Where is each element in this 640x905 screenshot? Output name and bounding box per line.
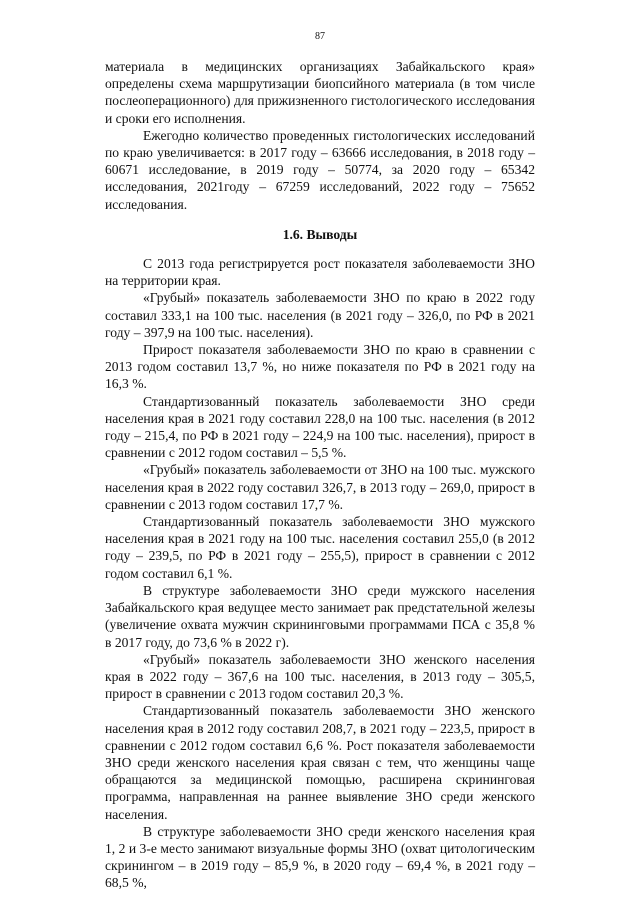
paragraph: Прирост показателя заболеваемости ЗНО по краю в сравнении с 2013 годом составил 13,7 %, но ниже показателя по РФ в 2021 году на 16,3 %.	[105, 342, 535, 392]
paragraph: Ежегодно количество проведенных гистологических исследований по краю увеличивается: в 2017 году – 63666 исследования, в 2018 году – 60671 исследование, в 2019 году – 50774, за 2020 году – 65342 исследования, 2021году – 67259 исследований, 2022 году – 75652 исследования.	[105, 127, 535, 212]
paragraph: Стандартизованный показатель заболеваемости ЗНО мужского населения края в 2021 году на 100 тыс. населения составил 255,0 (в 2012 году – 239,5, по РФ в 2021 году – 255,5), прирост в сравнении с 2012 годом составил 6,1 %.	[105, 514, 535, 581]
paragraph: «Грубый» показатель заболеваемости от ЗНО на 100 тыс. мужского населения края в 2022 году составил 326,7, в 2013 году – 269,0, прирост в сравнении с 2013 годом составил 17,7 %.	[105, 462, 535, 512]
paragraph: Стандартизованный показатель заболеваемости ЗНО среди населения края в 2021 году составил 228,0 на 100 тыс. населения (в 2012 году – 215,4, по РФ в 2021 году – 224,9 на 100 тыс. населения), прирост в сравнении с 2012 годом составил – 5,5 %.	[105, 393, 535, 461]
paragraph: В структуре заболеваемости ЗНО среди мужского населения Забайкальского края ведущее место занимает рак предстательной железы (увеличение охвата мужчин скрининговыми программами ПСА с 35,8 % в 2017 году, до 73,6 % в 2022 г).	[105, 582, 535, 650]
page-number: 87	[315, 31, 325, 42]
section-heading: 1.6. Выводы	[282, 226, 358, 242]
paragraph: В структуре заболеваемости ЗНО среди женского населения края 1, 2 и 3-е место занимают визуальные формы ЗНО (охват цитологическим скринингом – в 2019 году – 85,9 %, в 2020 году – 69,4 %, в 2021 году – 68,5 %,	[105, 823, 535, 891]
paragraph: «Грубый» показатель заболеваемости ЗНО женского населения края в 2022 году – 367,6 на 100 тыс. населения, в 2013 году – 305,5, прирост в сравнении с 2013 годом составил 20,3 %.	[105, 651, 535, 702]
paragraph: С 2013 года регистрируется рост показателя заболеваемости ЗНО на территории края.	[105, 256, 535, 289]
document-body	[105, 58, 535, 892]
paragraph: материала в медицинских организациях Забайкальского края» определены схема маршрутизации биопсийного материала (в том числе послеоперационного) для прижизненного гистологического исследования и сроки его исполнения.	[105, 59, 535, 126]
paragraph: Стандартизованный показатель заболеваемости ЗНО женского населения края в 2012 году составил 208,7, в 2021 году – 223,5, прирост в сравнении с 2012 годом составил 6,6 %. Рост показателя заболеваемости ЗНО среди женского населения края связан с тем, что женщины чаще обращаются за медицинской помощью, расширена скрининговая программа, направленная на раннее выявление ЗНО среди женского населения.	[105, 703, 535, 822]
paragraph: «Грубый» показатель заболеваемости ЗНО по краю в 2022 году составил 333,1 на 100 тыс. населения (в 2021 году – 326,0, по РФ в 2021 году – 397,9 на 100 тыс. населения).	[105, 290, 535, 340]
